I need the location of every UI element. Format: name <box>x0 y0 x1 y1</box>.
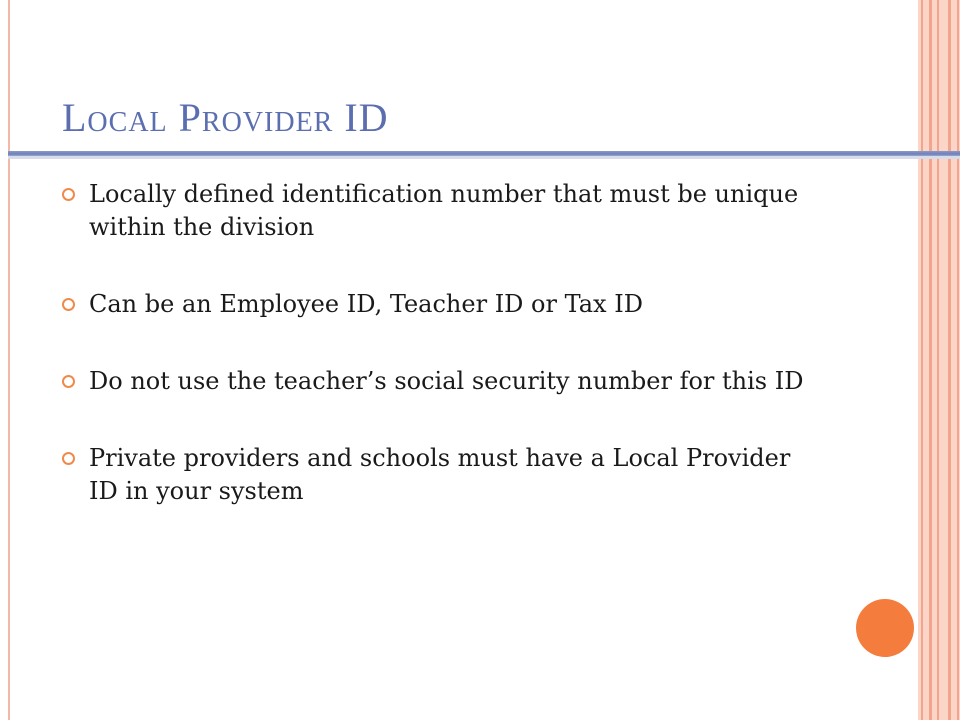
hollow-circle-icon <box>62 298 75 311</box>
right-stripe <box>921 0 923 720</box>
right-stripe <box>948 0 951 720</box>
hollow-circle-icon <box>62 452 75 465</box>
right-stripe <box>937 0 939 720</box>
bullet-text: Do not use the teacher’s social security number for this ID <box>89 367 804 395</box>
hollow-circle-icon <box>62 188 75 201</box>
title-underline-shadow <box>8 156 960 159</box>
bullet-text: Locally defined identification number that must be unique within the division <box>89 180 799 241</box>
bullet-item <box>62 288 822 321</box>
bullet-text: Private providers and schools must have a Local Provider ID in your system <box>89 444 791 505</box>
orange-dot-icon <box>856 599 914 657</box>
bullet-item <box>62 178 822 244</box>
right-stripe <box>929 0 932 720</box>
left-border-line <box>8 0 10 720</box>
bullet-item <box>62 365 822 398</box>
right-decorative-band <box>918 0 960 720</box>
slide-title: Local Provider ID <box>62 95 389 140</box>
bullet-item <box>62 442 822 508</box>
hollow-circle-icon <box>62 375 75 388</box>
bullet-text: Can be an Employee ID, Teacher ID or Tax ID <box>89 290 643 318</box>
right-stripe <box>957 0 959 720</box>
bullet-list <box>62 178 822 508</box>
